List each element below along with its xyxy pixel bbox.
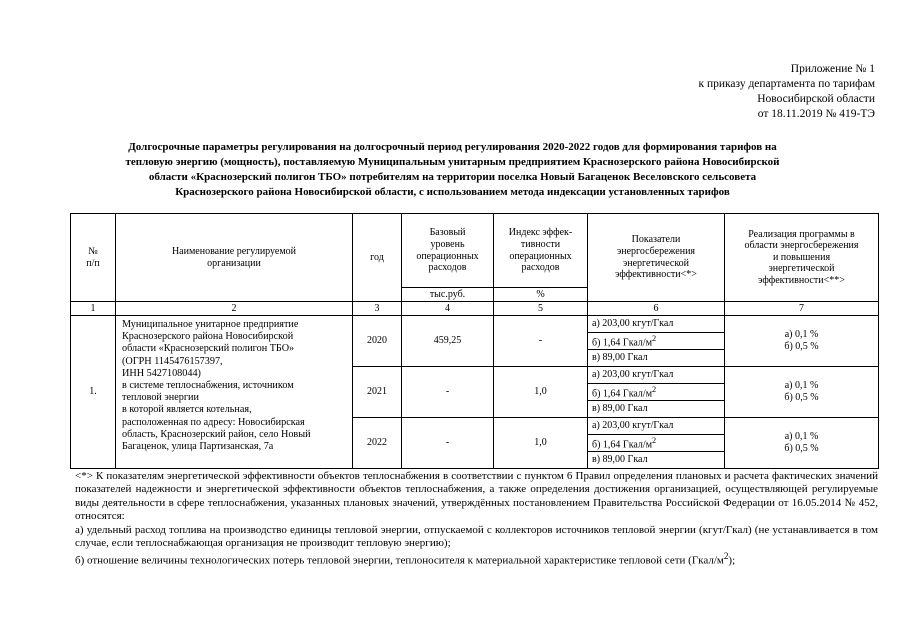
appendix-line: к приказу департамента по тарифам <box>698 78 875 90</box>
header-org <box>116 214 353 302</box>
header-text: области энергосбережения <box>744 240 859 252</box>
appendix-line: Приложение № 1 <box>790 63 875 75</box>
appendix-line: Новосибирской области <box>757 93 875 105</box>
org-line: Муниципальное унитарное предприятие <box>122 319 299 330</box>
header-text: уровень <box>430 238 465 250</box>
column-number: 4 <box>402 302 494 316</box>
footnote-sup: 2 <box>723 551 729 562</box>
footnote-paragraph: <*> К показателям энергетической эффективности объектов теплоснабжения в соответствии с пунктом 6 Правил определения плановых и расчета фактических значений показателей надежности и энергетической эффективности объектов теплоснабжения, а также определения достижения организацией, осуществляющей регулируемые виды деятельности в сфере теплоснабжения, указанных плановых значений, утверждённых постановлением Правительства Российской Федерации от 16.05.2014 № 452, относятся: <box>75 470 878 523</box>
org-line: в которой является котельная, <box>122 404 252 416</box>
header-text: организации <box>207 257 261 269</box>
parameters-table <box>70 213 879 469</box>
column-numbers-row <box>71 302 879 316</box>
indicator-b-sup: 2 <box>652 385 657 395</box>
org-line: тепловой энергии <box>122 392 199 404</box>
header-year: год <box>353 214 402 302</box>
column-number: 3 <box>353 302 402 316</box>
program-b: б) 0,5 % <box>784 443 819 454</box>
table-row <box>71 316 879 333</box>
org-line: Краснозерского района Новосибирской <box>122 331 294 343</box>
header-text: энергетической <box>622 257 690 269</box>
header-text: Наименование регулируемой <box>171 245 297 257</box>
indicator-a: а) 203,00 кгут/Гкал <box>588 316 725 333</box>
appendix-line: от 18.11.2019 № 419-ТЭ <box>757 108 875 120</box>
header-text: энергосбережения <box>616 245 696 257</box>
organization-cell <box>116 316 353 469</box>
document-title <box>60 140 845 200</box>
header-text: тивности <box>520 238 561 250</box>
footnote <box>75 470 878 569</box>
column-number: 5 <box>494 302 588 316</box>
header-text: операционных <box>416 250 479 262</box>
header-text: расходов <box>428 262 467 274</box>
row-number: 1. <box>71 316 116 469</box>
base-cell: - <box>402 418 494 469</box>
header-index <box>494 214 588 288</box>
indicator-a: а) 203,00 кгут/Гкал <box>588 418 725 435</box>
column-number: 7 <box>725 302 879 316</box>
program-cell <box>725 367 879 418</box>
org-line: Багаценок, улица Партизанская, 7а <box>122 441 274 453</box>
indicator-c: в) 89,00 Гкал <box>588 350 725 367</box>
header-energy <box>588 214 725 302</box>
index-cell: - <box>494 316 588 367</box>
indicator-a: а) 203,00 кгут/Гкал <box>588 367 725 384</box>
title-line: тепловую энергию (мощность), поставляемую Муниципальным унитарным предприятием Краснозерского района Новосибирской <box>125 156 780 168</box>
indicator-c: в) 89,00 Гкал <box>588 452 725 469</box>
column-number: 2 <box>116 302 353 316</box>
indicator-b <box>588 384 725 401</box>
indicator-b-text: б) 1,64 Гкал/м <box>592 439 653 451</box>
indicator-b <box>588 435 725 452</box>
program-a: а) 0,1 % <box>784 431 819 443</box>
indicator-c: в) 89,00 Гкал <box>588 401 725 418</box>
header-text: и повышения <box>772 251 831 263</box>
org-line: (ОГРН 1145476157397, <box>122 355 223 367</box>
header-program <box>725 214 879 302</box>
program-a: а) 0,1 % <box>784 380 819 392</box>
org-line: области «Краснозерский полигон ТБО» <box>122 343 295 355</box>
header-text: Показатели <box>631 234 681 246</box>
header-text: п/п <box>86 257 100 269</box>
unit-index: % <box>494 288 588 302</box>
year-cell: 2020 <box>353 316 402 367</box>
footnote-text: ); <box>728 555 736 568</box>
indicator-b-sup: 2 <box>652 334 657 344</box>
table-header-row <box>71 214 879 288</box>
unit-base: тыс.руб. <box>402 288 494 302</box>
org-line: в системе теплоснабжения, источником <box>122 380 294 392</box>
org-line: ИНН 5427108044) <box>122 367 201 379</box>
footnote-paragraph: а) удельный расход топлива на производство единицы тепловой энергии, отпускаемой с коллекторов источников тепловой энергии (кгут/Гкал) (не устанавливается в том случае, если теплоснабжающая организация не производит тепловую энергию); <box>75 523 878 550</box>
header-text: № <box>88 245 98 257</box>
column-number: 6 <box>588 302 725 316</box>
header-text: эффективности<*> <box>615 269 697 281</box>
header-base <box>402 214 494 288</box>
header-text: Индекс эффек- <box>508 227 573 239</box>
indicator-b-text: б) 1,64 Гкал/м <box>592 337 653 349</box>
index-cell: 1,0 <box>494 367 588 418</box>
index-cell: 1,0 <box>494 418 588 469</box>
indicator-b-sup: 2 <box>652 436 657 446</box>
program-b: б) 0,5 % <box>784 341 819 352</box>
indicator-b <box>588 333 725 350</box>
footnote-text: б) отношение величины технологических потерь тепловой энергии, теплоносителя к материальной характеристике тепловой сети (Гкал/м <box>75 555 724 568</box>
header-num <box>71 214 116 302</box>
year-cell: 2021 <box>353 367 402 418</box>
appendix-header <box>698 62 875 122</box>
footnote-paragraph <box>75 550 878 568</box>
indicator-b-text: б) 1,64 Гкал/м <box>592 388 653 400</box>
title-line: области «Краснозерский полигон ТБО» потребителям на территории поселка Новый Багаценок Веселовского сельсовета <box>148 171 757 183</box>
header-text: Базовый <box>429 227 466 239</box>
program-cell <box>725 418 879 469</box>
column-number: 1 <box>71 302 116 316</box>
header-text: операционных <box>509 250 572 262</box>
base-cell: - <box>402 367 494 418</box>
org-line: область, Краснозерский район, село Новый <box>122 428 311 440</box>
header-text: эффективности<**> <box>758 274 845 286</box>
program-cell <box>725 316 879 367</box>
org-line: расположенная по адресу: Новосибирская <box>122 416 305 428</box>
header-text: энергетической <box>768 263 835 275</box>
title-line: Долгосрочные параметры регулирования на долгосрочный период регулирования 2020-2022 годов для формирования тарифов на <box>128 141 777 153</box>
program-b: б) 0,5 % <box>784 392 819 403</box>
title-line: Краснозерского района Новосибирской области, с использованием метода индексации установленных тарифов <box>175 186 730 198</box>
base-cell: 459,25 <box>402 316 494 367</box>
header-text: расходов <box>521 262 560 274</box>
header-text: Реализация программы в <box>748 228 855 240</box>
program-a: а) 0,1 % <box>784 329 819 341</box>
year-cell: 2022 <box>353 418 402 469</box>
